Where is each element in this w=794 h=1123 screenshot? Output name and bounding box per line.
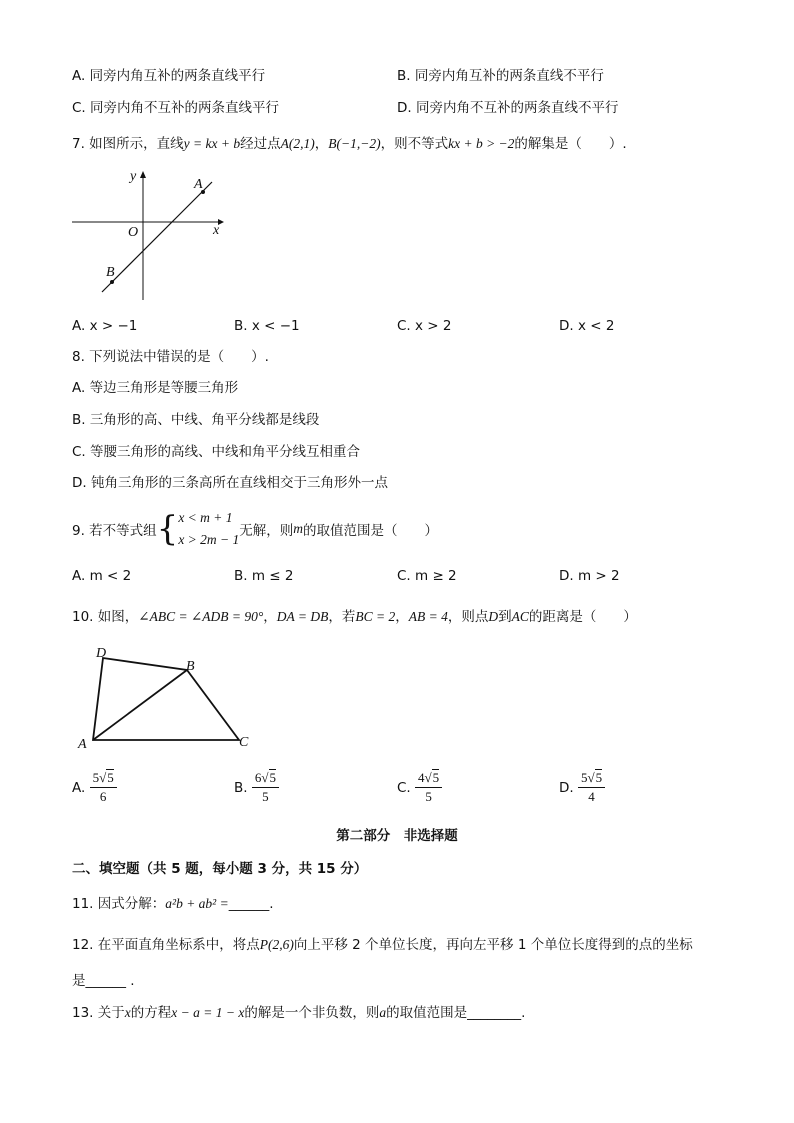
q12-point: P(2,6) — [259, 937, 294, 952]
label-a: A — [78, 737, 87, 752]
q7-point-b: B(−1,−2) — [328, 136, 381, 151]
quadrilateral-adbc — [93, 658, 239, 740]
section-heading: 二、填空题（共 5 题，每小题 3 分，共 15 分） — [72, 861, 368, 877]
q6-option-b: B. 同旁内角互补的两条直线不平行 — [397, 68, 604, 84]
fraction: $\frac{6√5}{5}$ — [252, 770, 279, 805]
q9-system-line2: x > 2m − 1 — [178, 532, 240, 547]
q8-option-b: B. 三角形的高、中线、角平分线都是线段 — [72, 412, 320, 428]
q7-graph — [66, 166, 236, 306]
q7-option-b: B. x < −1 — [234, 318, 300, 334]
q8-option-d: D. 钝角三角形的三条高所在直线相交于三角形外一点 — [72, 475, 388, 491]
label-b: B — [186, 659, 195, 674]
label-x: x — [213, 223, 220, 238]
q10-figure — [74, 640, 264, 755]
q9-system — [178, 507, 239, 551]
label-c: C — [239, 735, 249, 750]
q9-option-c: C. m ≥ 2 — [397, 568, 457, 584]
q6-option-d: D. 同旁内角不互补的两条直线不平行 — [397, 100, 619, 116]
fraction: $\frac{4√5}{5}$ — [415, 770, 442, 805]
y-axis-arrow-icon — [140, 171, 146, 178]
q7-option-d: D. x < 2 — [559, 318, 615, 334]
q9-option-a: A. m < 2 — [72, 568, 132, 584]
q13: 13. 关于x的方程x − a = 1 − x的解是一个非负数，则a的取值范围是________. — [72, 1005, 526, 1021]
label-a: A — [194, 177, 203, 192]
q7-stem: 7. 如图所示，直线y = kx + b经过点A(2,1)，B(−1,−2)，则不等式kx + b > −2的解集是（ ）. — [72, 136, 627, 152]
line-through-a-b — [102, 182, 212, 292]
q7-point-a: A(2,1) — [280, 136, 315, 151]
q7-line-equation: y = kx + b — [183, 136, 241, 151]
q11: 11. 因式分解：a²b + ab² =______. — [72, 896, 274, 912]
segment-ab — [93, 670, 187, 740]
q7-option-a: A. x > −1 — [72, 318, 138, 334]
q9-system-line1: x < m + 1 — [178, 510, 233, 525]
q12-line2: 是______ . — [72, 973, 135, 989]
fraction: $\frac{5√5}{6}$ — [90, 770, 117, 805]
q10-option-a: A. $\frac{5√5}{6}$ — [72, 770, 117, 805]
q11-expression: a²b + ab² = — [165, 896, 229, 911]
q10-stem: 10. 如图，∠ABC = ∠ADB = 90°，DA = DB，若BC = 2，AB = 4，则点D到AC的距离是（ ） — [72, 609, 637, 625]
label-y: y — [130, 169, 137, 184]
q6-option-a: A. 同旁内角互补的两条直线平行 — [72, 68, 266, 84]
q10-option-c: C. $\frac{4√5}{5}$ — [397, 770, 442, 805]
q9-option-b: B. m ≤ 2 — [234, 568, 294, 584]
q12-line1: 12. 在平面直角坐标系中，将点P(2,6)向上平移 2 个单位长度，再向左平移 1 个单位长度得到的点的坐标 — [72, 937, 693, 953]
q10-option-b: B. $\frac{6√5}{5}$ — [234, 770, 279, 805]
q13-equation: x − a = 1 − x — [171, 1005, 245, 1020]
q8-stem: 8. 下列说法中错误的是（ ）. — [72, 349, 269, 365]
q9-option-d: D. m > 2 — [559, 568, 620, 584]
q9-stem: 9. 若不等式组 { x < m + 1 x > 2m − 1 无解，则 m 的取值范围是（ ） — [72, 509, 439, 549]
q6-option-c: C. 同旁内角不互补的两条直线平行 — [72, 100, 280, 116]
q10-option-d: D. $\frac{5√5}{4}$ — [559, 770, 605, 805]
label-origin: O — [128, 225, 139, 240]
q8-option-c: C. 等腰三角形的高线、中线和角平分线互相重合 — [72, 444, 361, 460]
label-d: D — [96, 646, 107, 661]
q12-blank: ______ — [85, 973, 126, 989]
label-b: B — [106, 265, 115, 280]
point-b-dot — [110, 280, 114, 284]
q13-blank: ________ — [467, 1005, 522, 1021]
q9-brace: { — [156, 509, 179, 549]
q11-blank: ______ — [228, 896, 270, 912]
q7-inequality: kx + b > −2 — [448, 136, 515, 151]
q7-option-c: C. x > 2 — [397, 318, 452, 334]
q8-option-a: A. 等边三角形是等腰三角形 — [72, 380, 239, 396]
part2-title: 第二部分 非选择题 — [336, 828, 458, 844]
fraction: $\frac{5√5}{4}$ — [578, 770, 605, 805]
